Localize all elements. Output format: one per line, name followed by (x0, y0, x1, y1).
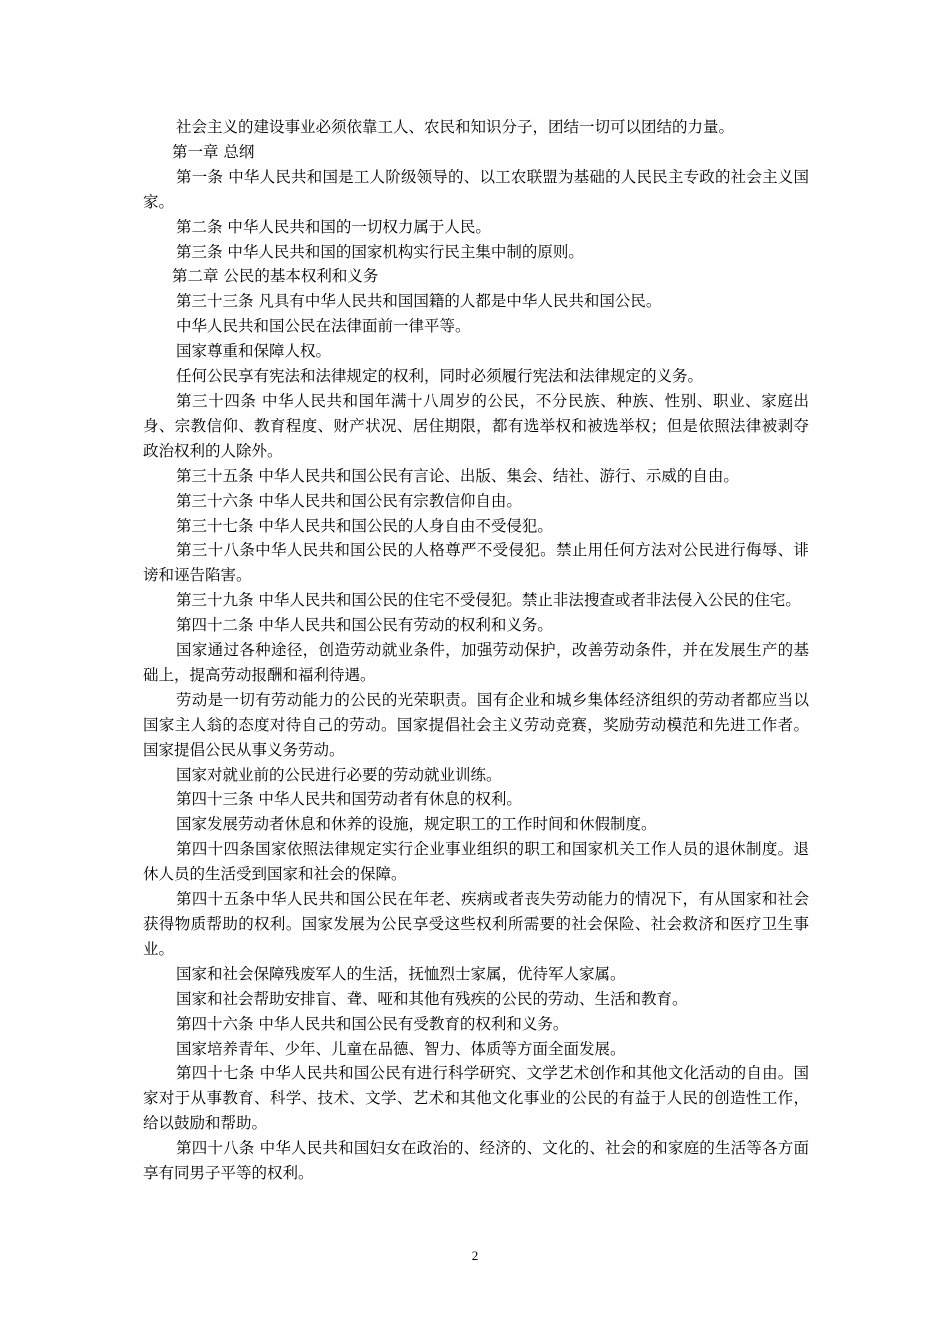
article-paragraph: 第三十七条 中华人民共和国公民的人身自由不受侵犯。 (176, 516, 553, 535)
article-paragraph: 第四十七条 中华人民共和国公民有进行科学研究、文学艺术创作和其他文化活动的自由。国家对于从事教育、科学、技术、文学、艺术和其他文化事业的公民的有益于人民的创造性工作，给以鼓励和帮助。 (143, 1064, 809, 1133)
paragraph: 社会主义的建设事业必须依靠工人、农民和知识分子，团结一切可以团结的力量。 (176, 118, 735, 136)
article-paragraph: 第一条 中华人民共和国是工人阶级领导的、以工农联盟为基础的人民民主专政的社会主义国家。 (143, 167, 809, 211)
paragraph: 国家和社会保障残废军人的生活，抚恤烈士家属，优待军人家属。 (176, 964, 626, 983)
chapter-heading: 第一章 总纲 (172, 142, 255, 161)
article-paragraph: 第三十八条中华人民共和国公民的人格尊严不受侵犯。禁止用任何方法对公民进行侮辱、诽谤和诬告陷害。 (143, 541, 809, 585)
article-paragraph: 第三条 中华人民共和国的国家机构实行民主集中制的原则。 (176, 242, 584, 261)
article-paragraph: 第三十四条 中华人民共和国年满十八周岁的公民，不分民族、种族、性别、职业、家庭出身、宗教信仰、教育程度、财产状况、居住期限，都有选举权和被选举权；但是依照法律被剥夺政治权利的人除外。 (143, 391, 809, 460)
document-body (143, 115, 809, 1186)
paragraph: 国家对就业前的公民进行必要的劳动就业训练。 (176, 765, 502, 784)
article-paragraph: 第四十五条中华人民共和国公民在年老、疾病或者丧失劳动能力的情况下，有从国家和社会获得物质帮助的权利。国家发展为公民享受这些权利所需要的社会保险、社会救济和医疗卫生事业。 (143, 890, 809, 958)
article-paragraph: 第四十三条 中华人民共和国劳动者有休息的权利。 (176, 790, 522, 809)
paragraph: 国家发展劳动者休息和休养的设施，规定职工的工作时间和休假制度。 (176, 815, 657, 834)
article-paragraph: 第四十二条 中华人民共和国公民有劳动的权利和义务。 (176, 616, 553, 635)
paragraph: 国家培养青年、少年、儿童在品德、智力、体质等方面全面发展。 (176, 1039, 626, 1058)
paragraph: 中华人民共和国公民在法律面前一律平等。 (176, 317, 471, 336)
article-paragraph: 第三十六条 中华人民共和国公民有宗教信仰自由。 (176, 491, 522, 510)
article-paragraph: 第二条 中华人民共和国的一切权力属于人民。 (176, 217, 491, 236)
article-paragraph: 第三十五条 中华人民共和国公民有言论、出版、集会、结社、游行、示威的自由。 (176, 466, 739, 485)
paragraph: 国家和社会帮助安排盲、聋、哑和其他有残疾的公民的劳动、生活和教育。 (176, 989, 688, 1008)
article-paragraph: 第四十六条 中华人民共和国公民有受教育的权利和义务。 (176, 1014, 569, 1033)
paragraph: 国家通过各种途径，创造劳动就业条件，加强劳动保护，改善劳动条件，并在发展生产的基础上，提高劳动报酬和福利待遇。 (143, 641, 809, 684)
paragraph: 劳动是一切有劳动能力的公民的光荣职责。国有企业和城乡集体经济组织的劳动者都应当以国家主人翁的态度对待自己的劳动。国家提倡社会主义劳动竞赛，奖励劳动模范和先进工作者。国家提倡公民从事义务劳动。 (143, 690, 809, 759)
paragraph: 任何公民享有宪法和法律规定的权利，同时必须履行宪法和法律规定的义务。 (176, 367, 704, 386)
article-paragraph: 第三十九条 中华人民共和国公民的住宅不受侵犯。禁止非法搜查或者非法侵入公民的住宅。 (176, 591, 801, 610)
article-paragraph: 第三十三条 凡具有中华人民共和国国籍的人都是中华人民共和国公民。 (176, 292, 662, 311)
article-paragraph: 第四十八条 中华人民共和国妇女在政治的、经济的、文化的、社会的和家庭的生活等各方面享有同男子平等的权利。 (143, 1139, 809, 1183)
article-paragraph: 第四十四条国家依照法律规定实行企业事业组织的职工和国家机关工作人员的退休制度。退休人员的生活受到国家和社会的保障。 (143, 840, 809, 884)
page-number: 2 (471, 1248, 479, 1263)
paragraph: 国家尊重和保障人权。 (176, 342, 332, 361)
chapter-heading: 第二章 公民的基本权利和义务 (172, 267, 379, 286)
